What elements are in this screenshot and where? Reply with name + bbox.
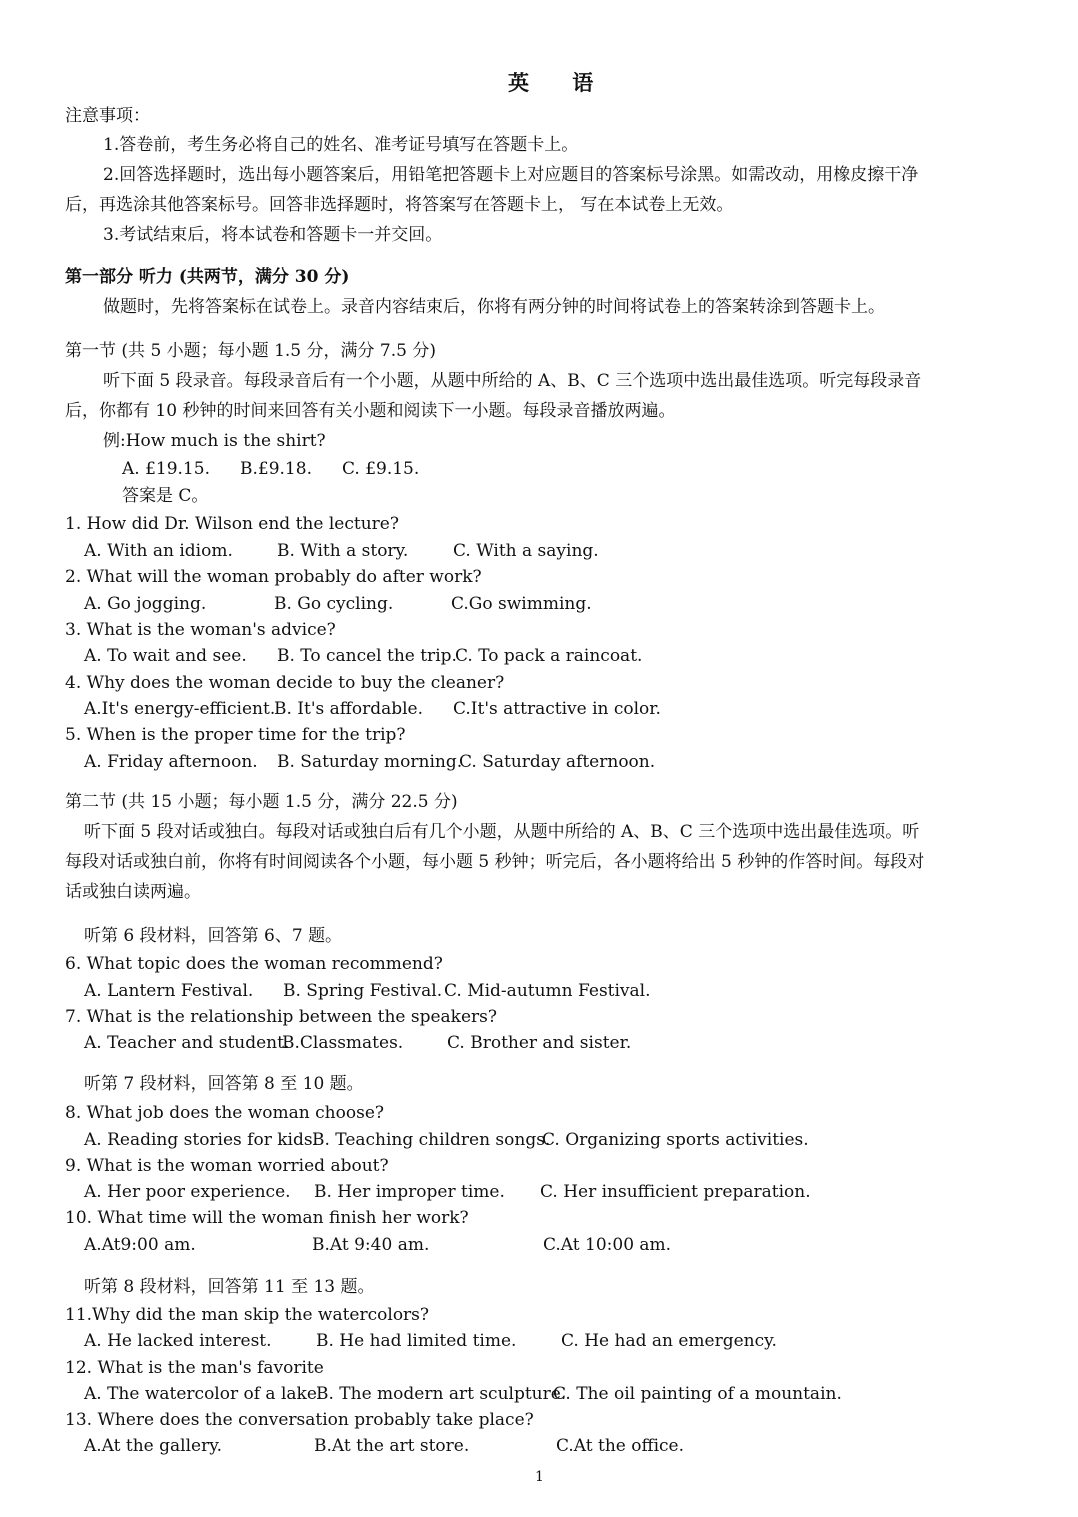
- q11-option-b: B. He had limited time.: [316, 1331, 517, 1351]
- q4-option-c: C.It's attractive in color.: [453, 699, 661, 719]
- q12-option-a: A. The watercolor of a lake.: [84, 1384, 323, 1404]
- example-option-b: B.£9.18.: [240, 459, 312, 479]
- q10-option-c: C.At 10:00 am.: [543, 1235, 672, 1255]
- example-answer: 答案是 C。: [122, 486, 209, 506]
- question-2: 2. What will the woman probably do after work?: [65, 567, 482, 587]
- q11-option-c: C. He had an emergency.: [561, 1331, 777, 1351]
- q9-option-c: C. Her insufficient preparation.: [540, 1182, 811, 1202]
- section1-heading: 第一节 (共 5 小题；每小题 1.5 分，满分 7.5 分): [65, 341, 436, 361]
- q3-option-b: B. To cancel the trip.: [277, 646, 457, 666]
- q13-option-b: B.At the art store.: [314, 1436, 470, 1456]
- group-8-heading: 听第 8 段材料，回答第 11 至 13 题。: [84, 1277, 375, 1297]
- question-10: 10. What time will the woman finish her work?: [65, 1208, 469, 1228]
- q7-option-a: A. Teacher and student.: [84, 1033, 290, 1053]
- q11-option-a: A. He lacked interest.: [84, 1331, 272, 1351]
- group-7-heading: 听第 7 段材料，回答第 8 至 10 题。: [84, 1074, 364, 1094]
- q2-option-a: A. Go jogging.: [84, 594, 207, 614]
- q4-option-a: A.It's energy-efficient.: [84, 699, 276, 719]
- notice-item-3: 3.考试结束后，将本试卷和答题卡一并交回。: [103, 225, 443, 245]
- question-12: 12. What is the man's favorite: [65, 1358, 324, 1378]
- q3-option-a: A. To wait and see.: [84, 646, 247, 666]
- notice-item-2-line-2: 后，再选涂其他答案标号。回答非选择题时，将答案写在答题卡上， 写在本试卷上无效。: [65, 195, 734, 215]
- q10-option-a: A.At9:00 am.: [84, 1235, 196, 1255]
- q2-option-b: B. Go cycling.: [274, 594, 394, 614]
- page-number: 1: [535, 1469, 544, 1485]
- question-6: 6. What topic does the woman recommend?: [65, 954, 443, 974]
- section2-instruction-line-3: 话或独白读两遍。: [65, 882, 201, 902]
- question-11: 11.Why did the man skip the watercolors?: [65, 1305, 430, 1325]
- question-8: 8. What job does the woman choose?: [65, 1103, 384, 1123]
- q1-option-a: A. With an idiom.: [84, 541, 233, 561]
- section1-instruction-line-1: 听下面 5 段录音。每段录音后有一个小题，从题中所给的 A、B、C 三个选项中选出最佳选项。听完每段录音: [103, 371, 922, 391]
- q8-option-a: A. Reading stories for kids.: [84, 1130, 318, 1150]
- q9-option-a: A. Her poor experience.: [84, 1182, 291, 1202]
- q1-option-c: C. With a saying.: [453, 541, 599, 561]
- question-13: 13. Where does the conversation probably take place?: [65, 1410, 534, 1430]
- q5-option-b: B. Saturday morning.: [277, 752, 463, 772]
- q7-option-c: C. Brother and sister.: [447, 1033, 632, 1053]
- question-9: 9. What is the woman worried about?: [65, 1156, 389, 1176]
- example-option-c: C. £9.15.: [342, 459, 420, 479]
- question-4: 4. Why does the woman decide to buy the cleaner?: [65, 673, 505, 693]
- page-title: 英 语: [508, 70, 612, 95]
- section1-instruction-line-2: 后，你都有 10 秒钟的时间来回答有关小题和阅读下一小题。每段录音播放两遍。: [65, 401, 676, 421]
- q12-option-c: C. The oil painting of a mountain.: [553, 1384, 842, 1404]
- q8-option-c: C. Organizing sports activities.: [542, 1130, 809, 1150]
- q7-option-b: B.Classmates.: [282, 1033, 404, 1053]
- q4-option-b: B. It's affordable.: [274, 699, 424, 719]
- q6-option-a: A. Lantern Festival.: [84, 981, 254, 1001]
- question-3: 3. What is the woman's advice?: [65, 620, 336, 640]
- group-6-heading: 听第 6 段材料，回答第 6、7 题。: [84, 926, 343, 946]
- question-7: 7. What is the relationship between the speakers?: [65, 1007, 498, 1027]
- q13-option-a: A.At the gallery.: [84, 1436, 222, 1456]
- example-question: 例:How much is the shirt?: [103, 431, 326, 451]
- q13-option-c: C.At the office.: [556, 1436, 684, 1456]
- q6-option-c: C. Mid-autumn Festival.: [444, 981, 651, 1001]
- q12-option-b: B. The modern art sculpture.: [316, 1384, 567, 1404]
- q6-option-b: B. Spring Festival.: [283, 981, 443, 1001]
- q9-option-b: B. Her improper time.: [314, 1182, 505, 1202]
- q10-option-b: B.At 9:40 am.: [312, 1235, 430, 1255]
- q5-option-c: C. Saturday afternoon.: [459, 752, 656, 772]
- example-option-a: A. £19.15.: [122, 459, 210, 479]
- notice-item-2-line-1: 2.回答选择题时，选出每小题答案后，用铅笔把答题卡上对应题目的答案标号涂黑。如需改动，用橡皮擦干净: [103, 165, 919, 185]
- question-5: 5. When is the proper time for the trip?: [65, 725, 406, 745]
- part1-instruction: 做题时，先将答案标在试卷上。录音内容结束后，你将有两分钟的时间将试卷上的答案转涂到答题卡上。: [103, 297, 885, 317]
- part1-heading: 第一部分 听力 (共两节，满分 30 分): [65, 267, 350, 287]
- section2-heading: 第二节 (共 15 小题；每小题 1.5 分，满分 22.5 分): [65, 792, 458, 812]
- q1-option-b: B. With a story.: [277, 541, 409, 561]
- notice-heading: 注意事项：: [65, 106, 150, 126]
- q2-option-c: C.Go swimming.: [451, 594, 592, 614]
- section2-instruction-line-2: 每段对话或独白前，你将有时间阅读各个小题，每小题 5 秒钟；听完后，各小题将给出 5 秒钟的作答时间。每段对: [65, 852, 925, 872]
- q3-option-c: C. To pack a raincoat.: [455, 646, 643, 666]
- notice-item-1: 1.答卷前，考生务必将自己的姓名、准考证号填写在答题卡上。: [103, 135, 579, 155]
- question-1: 1. How did Dr. Wilson end the lecture?: [65, 514, 399, 534]
- q5-option-a: A. Friday afternoon.: [84, 752, 258, 772]
- q8-option-b: B. Teaching children songs.: [312, 1130, 551, 1150]
- section2-instruction-line-1: 听下面 5 段对话或独白。每段对话或独白后有几个小题，从题中所给的 A、B、C 三个选项中选出最佳选项。听: [84, 822, 920, 842]
